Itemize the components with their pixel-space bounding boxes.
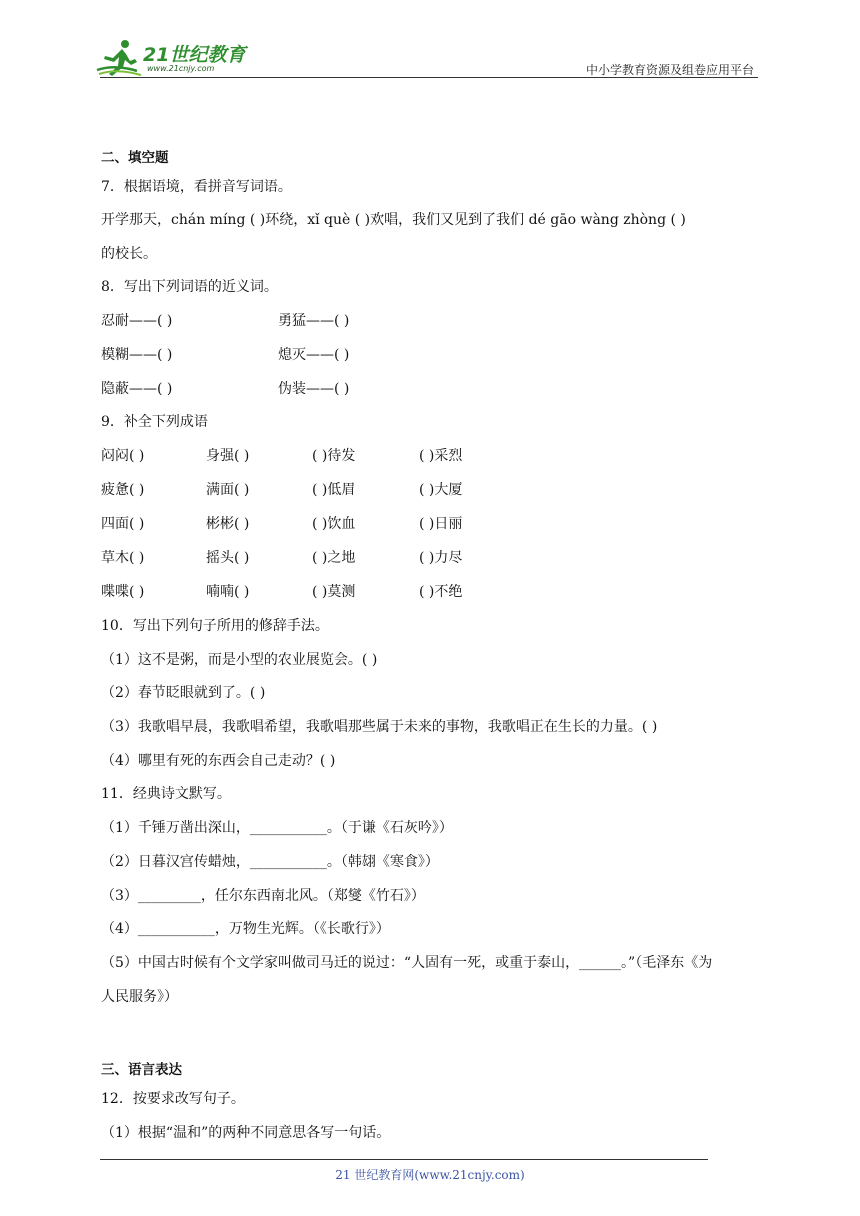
rewrite-item: （1）根据“温和”的两种不同意思各写一句话。 (101, 1125, 391, 1141)
idiom-item: 疲惫( ) (101, 482, 145, 498)
rhetoric-item: （1）这不是粥，而是小型的农业展览会。( ) (101, 652, 378, 668)
synonym-item: 伪装——( ) (278, 381, 350, 397)
poem-item: （5）中国古时候有个文学家叫做司马迁的说过：“人固有一死，或重于泰山，______。”（毛泽东《为 (101, 955, 713, 971)
idiom-item: ( )低眉 (312, 482, 356, 498)
poem-item: （3）_________，任尔东西南北风。（郑燮《竹石》） (101, 888, 425, 904)
question-9-stem: 9．补全下列成语 (101, 414, 208, 430)
logo-text: 21世纪教育 (143, 44, 246, 66)
header-divider (100, 77, 758, 78)
platform-name: 中小学教育资源及组卷应用平台 (585, 63, 754, 77)
synonym-item: 模糊——( ) (101, 347, 173, 363)
question-12-stem: 12．按要求改写句子。 (101, 1091, 245, 1107)
idiom-item: 彬彬( ) (206, 516, 250, 532)
idiom-item: ( )待发 (312, 448, 356, 464)
idiom-item: 四面( ) (101, 516, 145, 532)
question-8-stem: 8．写出下列词语的近义词。 (101, 279, 278, 295)
idiom-item: ( )莫测 (312, 584, 356, 600)
idiom-item: ( )不绝 (419, 584, 463, 600)
poem-item-continued: 人民服务》） (101, 989, 178, 1005)
synonym-item: 勇猛——( ) (278, 313, 350, 329)
rhetoric-item: （3）我歌唱早晨，我歌唱希望，我歌唱那些属于未来的事物，我歌唱正在生长的力量。( ) (101, 719, 658, 735)
idiom-item: ( )大厦 (419, 482, 463, 498)
idiom-item: 闷闷( ) (101, 448, 145, 464)
question-7-line: 的校长。 (101, 246, 157, 262)
synonym-item: 隐蔽——( ) (101, 381, 173, 397)
section-title-fill-blank: 二、填空题 (101, 150, 169, 166)
idiom-item: 草木( ) (101, 550, 145, 566)
question-10-stem: 10．写出下列句子所用的修辞手法。 (101, 618, 329, 634)
footer-site-text: 21 世纪教育网(www.21cnjy.com) (335, 1168, 525, 1182)
rhetoric-item: （2）春节眨眼就到了。( ) (101, 685, 266, 701)
synonym-item: 忍耐——( ) (101, 313, 173, 329)
idiom-item: 喋喋( ) (101, 584, 145, 600)
idiom-item: 身强( ) (206, 448, 250, 464)
idiom-item: ( )之地 (312, 550, 356, 566)
poem-item: （1）千锤万凿出深山，___________。（于谦《石灰吟》） (101, 820, 453, 836)
poem-item: （2）日暮汉宫传蜡烛，___________。（韩翃《寒食》） (101, 854, 439, 870)
idiom-item: 摇头( ) (206, 550, 250, 566)
idiom-item: 满面( ) (206, 482, 250, 498)
idiom-item: 喃喃( ) (206, 584, 250, 600)
question-7-stem: 7．根据语境，看拼音写词语。 (101, 179, 292, 195)
idiom-item: ( )日丽 (419, 516, 463, 532)
section-title-language-expression: 三、语言表达 (101, 1062, 182, 1078)
poem-item: （4）___________，万物生光辉。（《长歌行》） (101, 921, 390, 937)
rhetoric-item: （4）哪里有死的东西会自己走动？( ) (101, 753, 336, 769)
logo-url: www.21cnjy.com (147, 64, 215, 73)
idiom-item: ( )采烈 (419, 448, 463, 464)
idiom-item: ( )饮血 (312, 516, 356, 532)
synonym-item: 熄灭——( ) (278, 347, 350, 363)
question-11-stem: 11．经典诗文默写。 (101, 786, 231, 802)
question-7-line: 开学那天，chán míng ( )环绕，xǐ què ( )欢唱，我们又见到了我们 dé gāo wàng zhòng ( ) (101, 212, 686, 228)
idiom-item: ( )力尽 (419, 550, 463, 566)
footer-divider (100, 1159, 708, 1160)
